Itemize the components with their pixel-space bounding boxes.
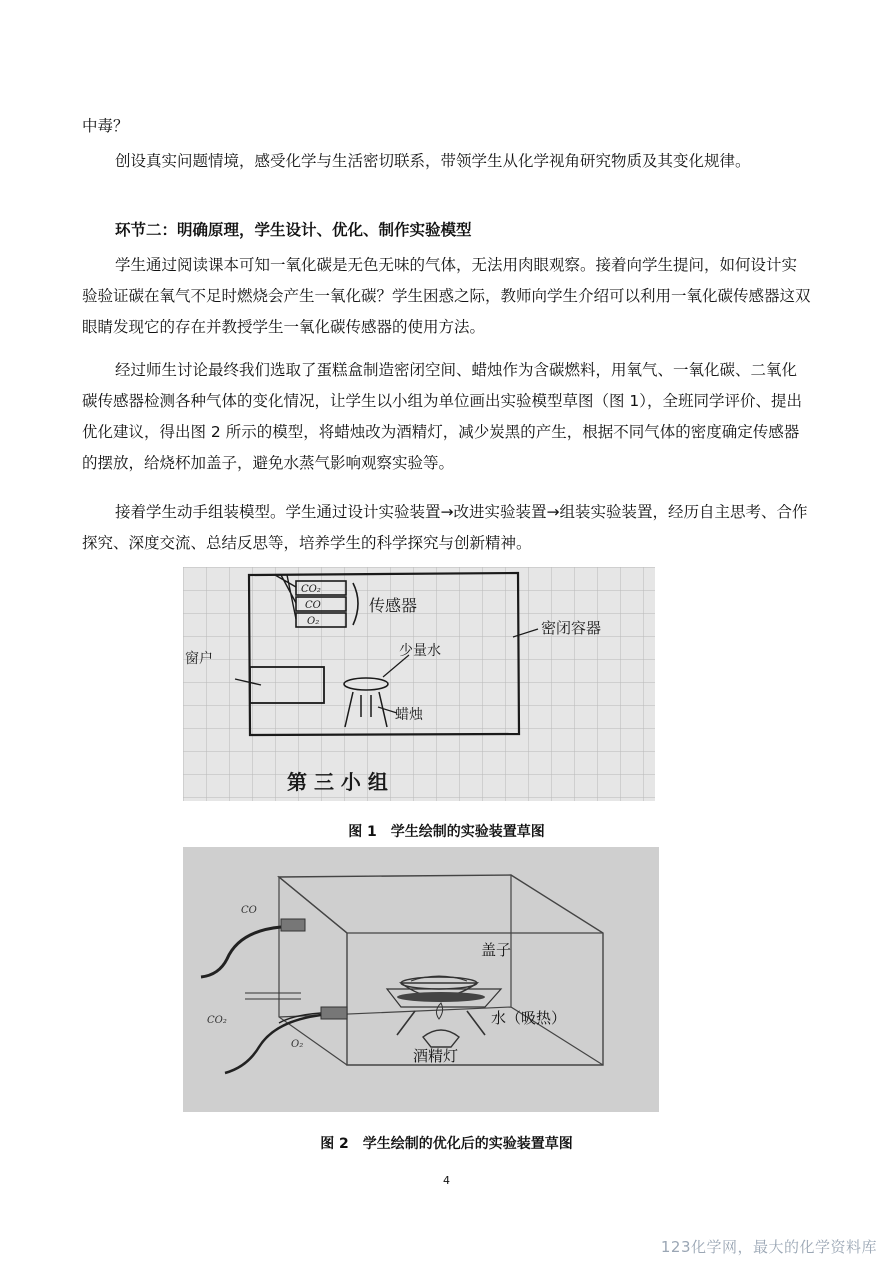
fig1-label-sensor: 传感器 <box>369 596 418 615</box>
page-number: 4 <box>443 1174 450 1187</box>
paragraph-1: 创设真实问题情境，感受化学与生活密切联系，带领学生从化学视角研究物质及其变化规律。 <box>115 152 751 170</box>
fig1-label-candle: 蜡烛 <box>395 707 423 723</box>
fig1-label-co2: CO₂ <box>301 584 321 595</box>
figure-1-svg <box>183 567 655 801</box>
figure-1-sketch <box>183 567 655 801</box>
section-heading: 环节二：明确原理，学生设计、优化、制作实验模型 <box>115 221 472 239</box>
paragraph-5: 接着学生动手组装模型。学生通过设计实验装置→改进实验装置→组装实验装置，经历自主思考、合作探究、深度交流、总结反思等，培养学生的科学探究与创新精神。 <box>82 503 808 552</box>
figure-2-caption: 图 2 学生绘制的优化后的实验装置草图 <box>320 1136 573 1152</box>
figure-2-sketch <box>183 847 659 1112</box>
fig1-label-window: 窗户 <box>185 651 213 667</box>
paragraph-0: 中毒？ <box>82 117 129 135</box>
paragraph-3: 学生通过阅读课本可知一氧化碳是无色无味的气体，无法用肉眼观察。接着向学生提问，如何设计实验验证碳在氧气不足时燃烧会产生一氧化碳？学生困惑之际，教师向学生介绍可以利用一氧化碳传感器这双眼睛发现它的存在并教授学生一氧化碳传感器的使用方法。 <box>82 256 811 336</box>
fig2-label-water: 水（吸热） <box>491 1009 567 1027</box>
fig1-label-co: CO <box>305 600 321 611</box>
watermark-text: 123化学网，最大的化学资料库 <box>660 1238 877 1256</box>
fig2-label-lid: 盖子 <box>481 941 512 959</box>
figure-1-caption: 图 1 学生绘制的实验装置草图 <box>348 824 545 840</box>
figure-2-svg <box>183 847 659 1112</box>
fig2-label-co2: CO₂ <box>207 1015 227 1026</box>
fig1-label-container: 密闭容器 <box>541 619 602 637</box>
fig1-label-water: 少量水 <box>399 643 441 659</box>
fig1-label-o2: O₂ <box>307 616 320 627</box>
fig2-label-co: CO <box>241 905 257 916</box>
fig2-label-lamp: 酒精灯 <box>413 1047 459 1065</box>
paragraph-4: 经过师生讨论最终我们选取了蛋糕盒制造密闭空间、蜡烛作为含碳燃料，用氧气、一氧化碳、二氧化碳传感器检测各种气体的变化情况，让学生以小组为单位画出实验模型草图（图 1），全班同学评价、提出优化建议，得出图 2 所示的模型，将蜡烛改为酒精灯，减少炭黑的产生，根据不同气体的密度确定传感器的摆放，给烧杯加盖子，避免水蒸气影响观察实验等。 <box>82 361 803 472</box>
fig1-label-group: 第 三 小 组 <box>287 770 388 794</box>
fig2-label-o2: O₂ <box>291 1039 304 1050</box>
